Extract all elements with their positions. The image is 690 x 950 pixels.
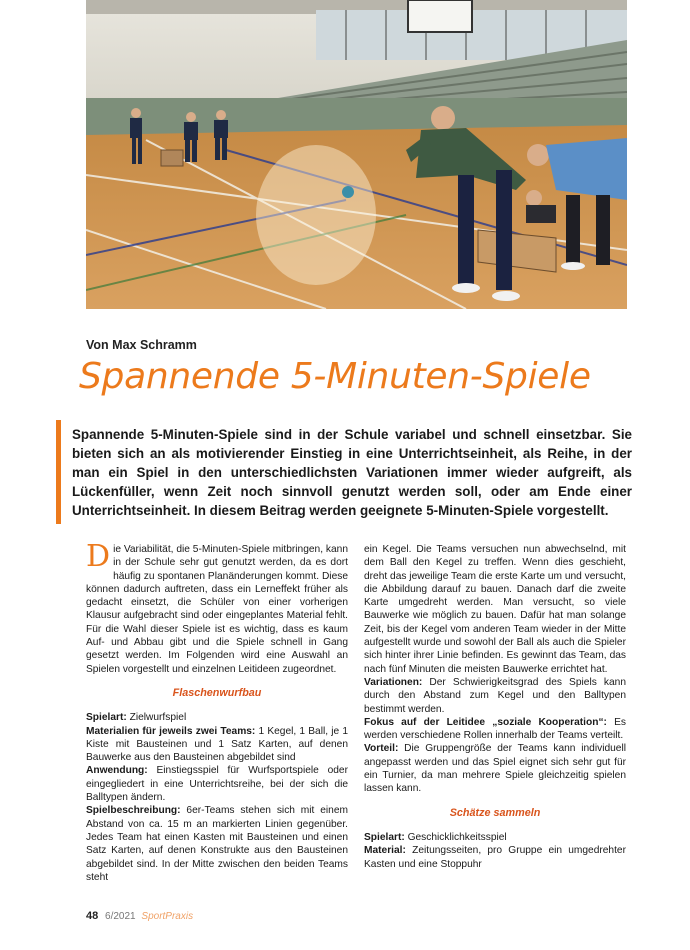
magazine-name: SportPraxis — [141, 911, 194, 922]
section-heading-schaetze-sammeln: Schätze sammeln — [449, 806, 541, 819]
game-detail: Variationen: Der Schwierigkeitsgrad des Spiels kann durch den Abstand zum Kegel und den Balltypen bestimmt werden. — [364, 676, 626, 715]
page-footer — [86, 910, 193, 922]
gym-scene-illustration — [86, 0, 627, 309]
game-detail: Fokus auf der Leitidee „soziale Kooperation“: Es werden verschiedene Rollen innerhalb der Teams verteilt. — [364, 716, 626, 742]
text-column-right — [364, 543, 626, 871]
header-photo — [86, 0, 627, 309]
page-number: 48 — [86, 910, 99, 922]
game-detail: Spielart: Geschicklichkeitsspiel — [364, 831, 507, 843]
article-lead: Spannende 5-Minuten-Spiele sind in der Schule variabel und schnell einsetzbar. Sie bieten sich an als motivierender Einstieg in eine Unterrichtseinheit, als Reihe, in der man ein Spiel in den unterschiedlichsten Variationen immer wieder aufgreift, als Lückenfüller, wenn Zeit noch sinnvoll genutzt werden soll, oder am Ende einer Unterrichtseinheit. In diesem Beitrag werden geeignete 5-Minuten-Spiele vorgestellt. — [72, 427, 632, 518]
game-detail: Material: Zeitungsseiten, pro Gruppe ein umgedrehter Kasten und eine Stoppuhr — [364, 845, 626, 870]
issue-number: 6/2021 — [105, 911, 136, 922]
lead-accent-bar — [56, 420, 61, 524]
game-detail: Spielart: Zielwurfspiel — [86, 712, 187, 724]
text-column-left — [86, 539, 348, 884]
author-byline: Von Max Schramm — [86, 338, 197, 352]
section-heading-flaschenwurfbau: Flaschenwurfbau — [172, 686, 262, 699]
intro-text: ie Variabilität, die 5-Minuten-Spiele mitbringen, kann in der Schule sehr gut genutzt werden, da es dort häufig zu spontanen Planänderungen kommt. Diese können dadurch auftreten, dass ein Lerneffekt früher als gedacht einsetzt, die Schüler von einer vorherigen Klausur aufgebracht sind oder eingeplantes Material fehlt. Für die Wahl dieser Spiele ist es wichtig, dass es kaum Auf- und Abbau gibt und die Spiele schnell in Gang gesetzt werden. Im Folgenden wird eine Auswahl an Spielen vorgestellt und einzelnen Leitideen zugeordnet. — [86, 544, 348, 675]
game-detail: Anwendung: Einstiegsspiel für Wurfsportspiele oder eingegliedert in eine Unterrichtsreihe, bei der sich die Balltypen ändern. — [86, 765, 348, 804]
game-description-continued: ein Kegel. Die Teams versuchen nun abwechselnd, mit dem Ball den Kegel zu treffen. Wenn dies geschieht, dreht das jeweilige Team die erste Karte um und versucht, die Abbildung darauf zu bauen. Danach darf die zweite Karte umgedreht werden. Man versucht, so viele Bauwerke wie möglich zu bauen. Dafür hat man solange Zeit, bis der Kegel vom anderen Team wieder in der Mitte aufgestellt wurde und sowohl der Ball als auch die Spieler sich hinter ihrer Linie befinden. Es gewinnt das Team, das nach fünf Minuten die meisten Bauwerke errichtet hat. — [364, 544, 626, 675]
game-detail: Vorteil: Die Gruppengröße der Teams kann individuell angepasst werden und das Spiel eignet sich sehr gut für ein Turnier, da man mehrere Spiele gleichzeitig spielen lassen kann. — [364, 743, 626, 795]
intro-paragraph — [86, 539, 348, 676]
game-detail: Materialien für jeweils zwei Teams: 1 Kegel, 1 Ball, je 1 Kiste mit Bausteinen und 1 Satz Karten, auf denen Bauwerke aus den Bausteinen abgebildet sind — [86, 725, 348, 764]
drop-cap: D — [86, 539, 111, 574]
game-detail: Spielbeschreibung: 6er-Teams stehen sich mit einem Abstand von ca. 15 m an markierten Linien gegenüber. Jedes Team hat einen Kasten mit Bausteinen und einen Satz Karten, auf denen Konstrukte aus den Bausteinen abgebildet sind. In der Mitte zwischen den beiden Teams steht — [86, 805, 348, 883]
article-title: Spannende 5-Minuten-Spiele — [79, 356, 591, 397]
